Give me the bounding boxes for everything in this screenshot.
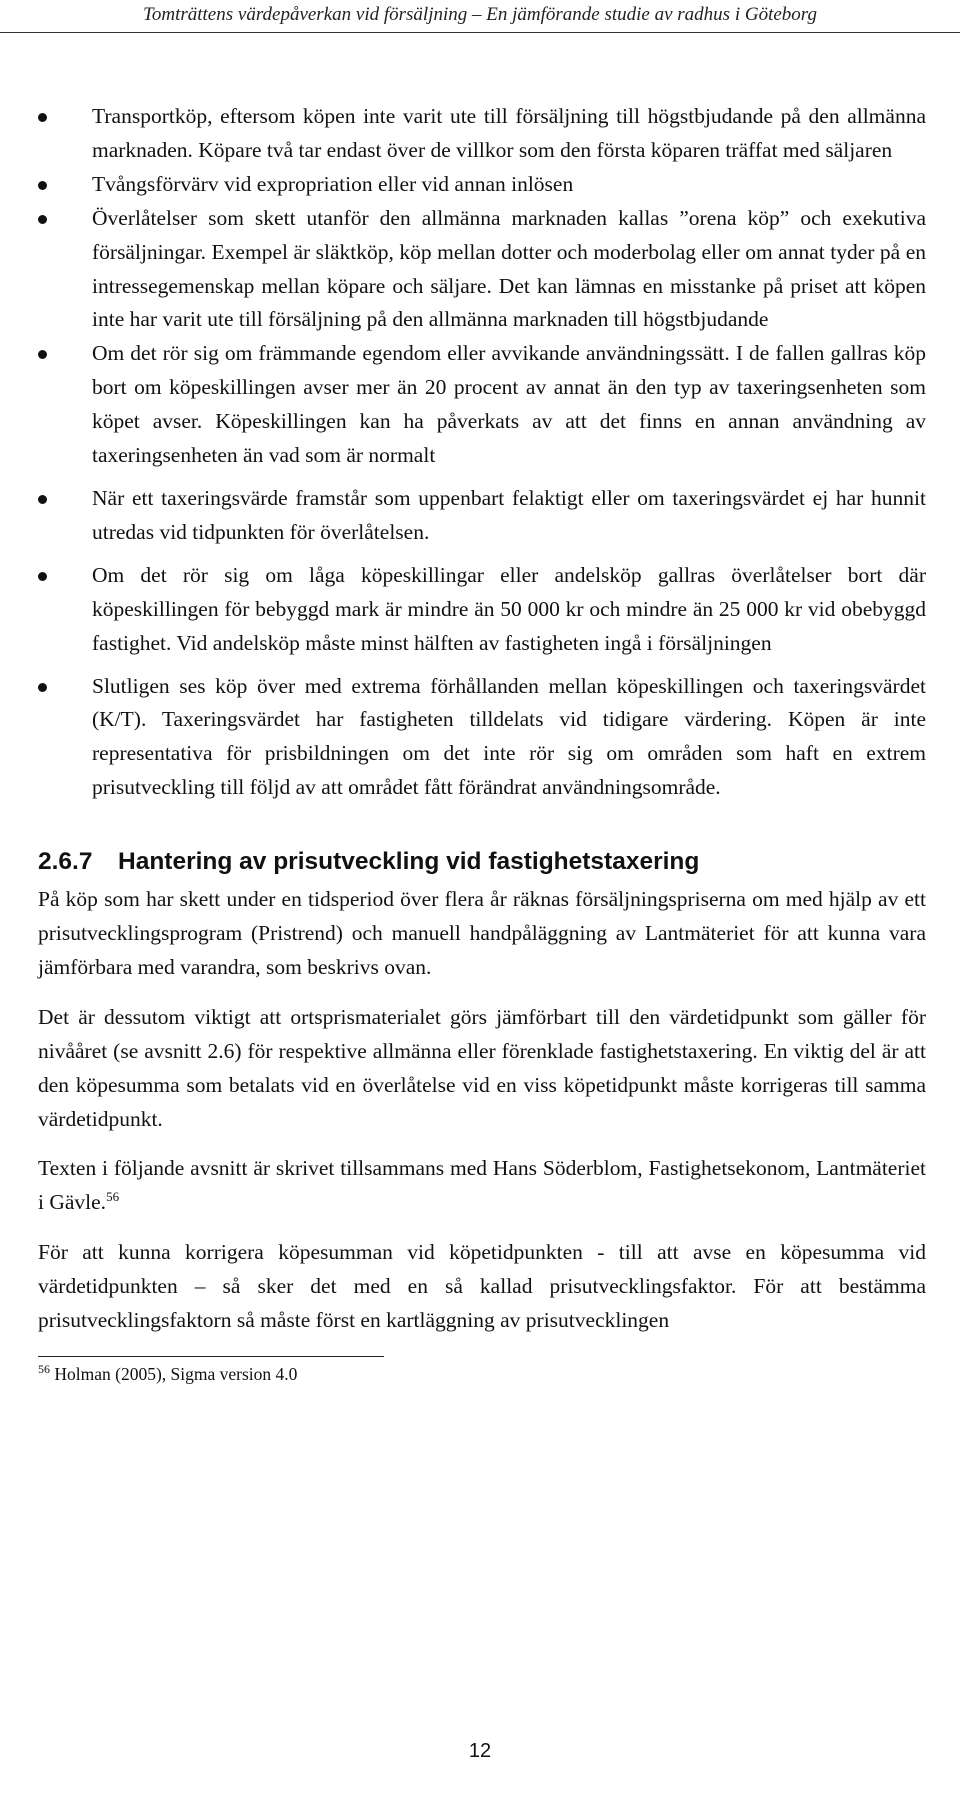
page-body	[38, 100, 926, 1387]
paragraph: Det är dessutom viktigt att ortsprismaterialet görs jämförbart till den värdetidpunkt som gäller för nivååret (se avsnitt 2.6) för respektive allmänna eller förenklade fastighetstaxering. En viktig del är att den köpesumma som betalats vid en överlåtelse vid en viss köpetidpunkt måste korrigeras till samma värdetidpunkt.	[38, 1004, 926, 1131]
list-item-text: Om det rör sig om låga köpeskillingar eller andelsköp gallras överlåtelser bort där köpeskillingen för bebyggd mark är mindre än 50 000 kr och mindre än 25 000 kr vid obebyggd fastighet. Vid andelsköp måste minst hälften av fastigheten ingå i försäljningen	[92, 562, 926, 655]
bullet-icon	[38, 181, 47, 190]
footnote-text: Holman (2005), Sigma version 4.0	[54, 1364, 298, 1384]
bullet-list	[38, 100, 926, 805]
list-item	[38, 482, 926, 550]
bullet-icon	[38, 572, 47, 581]
page-number: 12	[468, 1740, 492, 1762]
bullet-icon	[38, 113, 47, 122]
list-item	[38, 337, 926, 473]
running-header	[0, 2, 960, 33]
list-item-text: Överlåtelser som skett utanför den allmänna marknaden kallas ”orena köp” och exekutiva försäljningar. Exempel är släktköp, köp mellan dotter och moderbolag eller om annat tyder på en intressegemenskap mellan köpare och säljare. Det kan lämnas en misstanke på priset att köpen inte har varit ute till försäljning på den allmänna marknaden till högstbjudande	[92, 205, 926, 332]
footnote	[38, 1361, 926, 1387]
list-item	[38, 100, 926, 168]
footnote-divider	[38, 1356, 384, 1357]
section-heading	[38, 845, 926, 879]
footnote-reference[interactable]: 56	[106, 1189, 120, 1205]
running-header-title: Tomträttens värdepåverkan vid försäljning – En jämförande studie av radhus i Göteborg	[143, 4, 817, 25]
bullet-icon	[38, 350, 47, 359]
paragraph: För att kunna korrigera köpesumman vid köpetidpunkten - till att avse en köpesumma vid värdetidpunkten – så sker det med en så kallad prisutvecklingsfaktor. För att bestämma prisutvecklingsfaktorn så måste först en kartläggning av prisutvecklingen	[38, 1240, 926, 1333]
paragraph-text: Texten i följande avsnitt är skrivet tillsammans med Hans Söderblom, Fastighetsekonom, Lantmäteriet i Gävle.	[38, 1156, 926, 1215]
list-item	[38, 559, 926, 661]
list-item-text: Transportköp, eftersom köpen inte varit ute till försäljning till högstbjudande på den allmänna marknaden. Köpare två tar endast över de villkor som den första köparen träffat med säljaren	[92, 104, 926, 162]
paragraph	[38, 1152, 926, 1220]
section-number: 2.6.7	[38, 848, 93, 876]
list-item-text: Slutligen ses köp över med extrema förhållanden mellan köpeskillingen och taxeringsvärdet (K/T). Taxeringsvärdet har fastigheten tilldelats vid tidigare värdering. Köpen är inte representativa för prisbildningen om det inte rör sig om områden som haft en extrem prisutveckling till följd av att området fått förändrat användningsområde.	[92, 673, 926, 800]
bullet-icon	[38, 683, 47, 692]
footnote-number: 56	[38, 1362, 50, 1377]
list-item	[38, 168, 926, 202]
list-item	[38, 670, 926, 806]
list-item-text: När ett taxeringsvärde framstår som uppenbart felaktigt eller om taxeringsvärdet ej har hunnit utredas vid tidpunkten för överlåtelsen.	[92, 485, 926, 544]
list-item-text: Om det rör sig om främmande egendom eller avvikande användningssätt. I de fallen gallras köp bort om köpeskillingen avser mer än 20 procent av annat än den typ av taxeringsenheten som köpet avser. Köpeskillingen kan ha påverkats av att det finns en annan användning av taxeringsenheten än vad som är normalt	[92, 341, 926, 468]
paragraph: På köp som har skett under en tidsperiod över flera år räknas försäljningspriserna om med hjälp av ett prisutvecklingsprogram (Pristrend) och manuell handpåläggning av Lantmäteriet för att kunna vara jämförbara med varandra, som beskrivs ovan.	[38, 887, 926, 979]
list-item	[38, 202, 926, 338]
bullet-icon	[38, 215, 47, 224]
section-title: Hantering av prisutveckling vid fastighetstaxering	[118, 848, 700, 876]
bullet-icon	[38, 495, 47, 504]
list-item-text: Tvångsförvärv vid expropriation eller vid annan inlösen	[92, 171, 574, 196]
